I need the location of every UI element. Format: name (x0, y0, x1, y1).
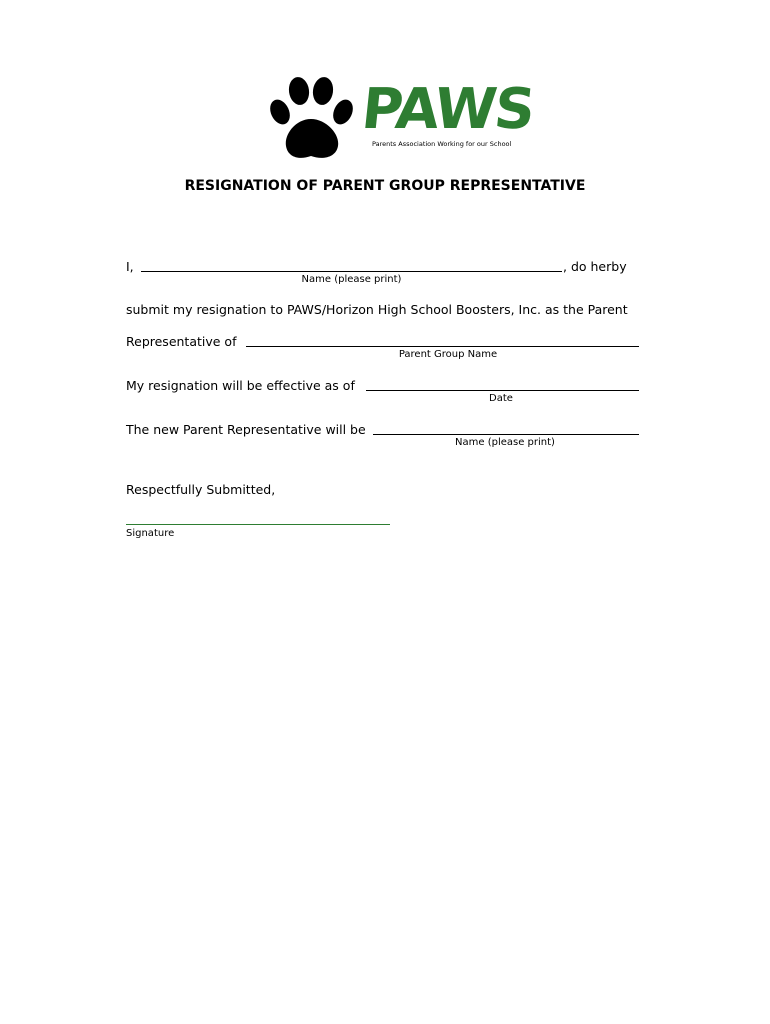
paws-wordmark: PAWS (358, 77, 537, 142)
name-caption: Name (please print) (301, 274, 402, 285)
signature-caption: Signature (126, 528, 175, 539)
document-title: RESIGNATION OF PARENT GROUP REPRESENTATIVE (184, 178, 586, 194)
effective-prefix: My resignation will be effective as of (126, 378, 355, 393)
date-field-line[interactable] (366, 390, 639, 391)
paw-print-icon (266, 74, 358, 164)
signature-field-line[interactable] (126, 524, 390, 525)
name-field-line[interactable] (141, 271, 562, 272)
closing-text: Respectfully Submitted, (126, 482, 276, 497)
new-rep-field-line[interactable] (373, 434, 639, 435)
group-name-caption: Parent Group Name (398, 349, 498, 360)
group-prefix: Representative of (126, 334, 237, 349)
resignation-statement: submit my resignation to PAWS/Horizon High School Boosters, Inc. as the Parent (126, 302, 628, 317)
new-rep-prefix: The new Parent Representative will be (126, 422, 366, 437)
new-rep-caption: Name (please print) (455, 437, 555, 448)
name-suffix: , do herby (563, 259, 627, 274)
logo-tagline: Parents Association Working for our School (372, 140, 512, 148)
paws-logo (266, 74, 537, 164)
group-name-field-line[interactable] (246, 346, 639, 347)
name-prefix: I, (126, 259, 134, 274)
date-caption: Date (489, 393, 513, 404)
